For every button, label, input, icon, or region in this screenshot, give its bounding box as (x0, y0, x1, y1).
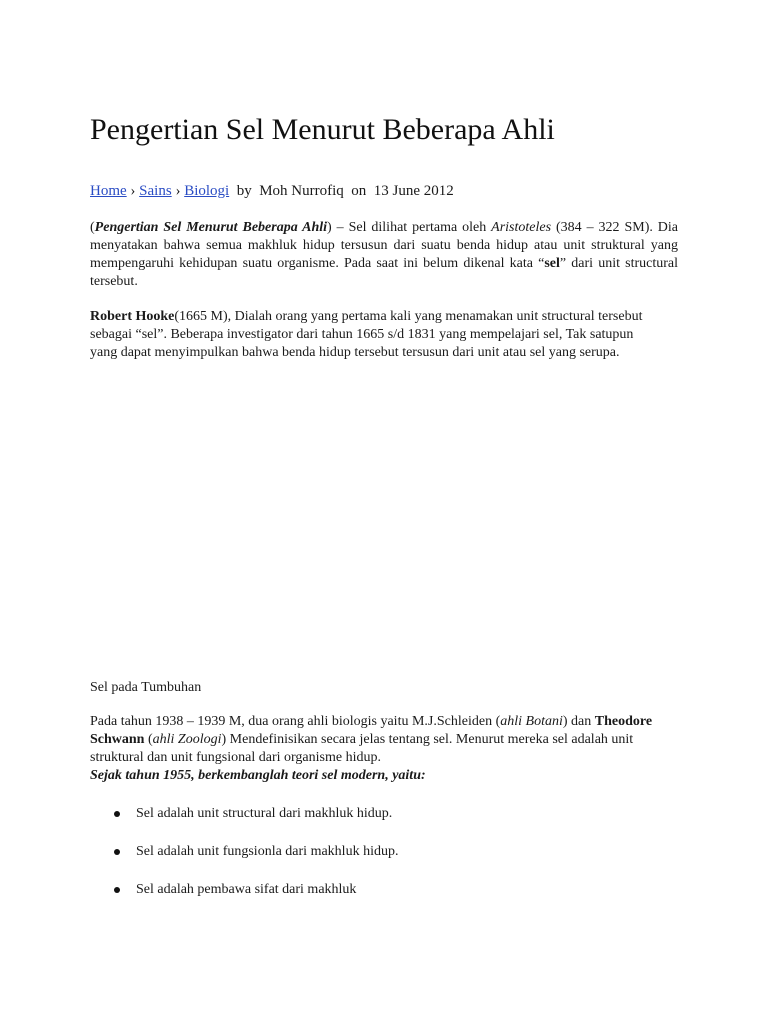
bullet-icon (114, 849, 120, 855)
byline-on: on (351, 183, 367, 199)
byline-author: Moh Nurrofiq (259, 183, 344, 199)
paragraph-intro (90, 219, 678, 291)
paragraph-text: ( (90, 220, 95, 235)
paragraph-text: ) – Sel dilihat pertama oleh (327, 220, 492, 235)
paragraph-schleiden-schwann (90, 713, 680, 767)
list-item-text: Sel adalah pembawa sifat dari makhluk (136, 882, 357, 897)
breadcrumb-separator: › (126, 183, 140, 199)
breadcrumb-separator: › (171, 183, 185, 199)
list-item (90, 804, 398, 842)
italic-title: Pengertian Sel Menurut Beberapa Ahli (94, 220, 328, 235)
byline-by: by (236, 183, 252, 199)
paragraph-text: ( (144, 732, 153, 747)
article-meta (90, 181, 454, 201)
paragraph-text: ) dan (562, 714, 595, 729)
bullet-icon (114, 887, 120, 893)
list-item-text: Sel adalah unit structural dari makhluk hidup. (136, 806, 393, 821)
italic-zoologi: ahli Zoologi (152, 732, 222, 747)
paragraph-text: (384 – 322 SM). Dia menyatakan bahwa semua makhluk hidup tersusun dari suatu benda hidup atau unit struktural yang mempengaruhi kehidupan suatu organisme. Pada saat ini belum dikenal kata “ (90, 220, 679, 271)
list-item-text: Sel adalah unit fungsionla dari makhluk hidup. (136, 844, 399, 859)
bold-robert-hooke: Robert Hooke (90, 309, 175, 324)
bullet-icon (114, 811, 120, 817)
italic-botani: ahli Botani (500, 714, 563, 729)
breadcrumb-home-link[interactable]: Home (90, 183, 127, 199)
section-heading-tumbuhan: Sel pada Tumbuhan (90, 680, 202, 695)
paragraph-text: (1665 M), Dialah orang yang pertama kali yang menamakan unit structural tersebut sebagai “sel”. Beberapa investigator dari tahun 1665 s/d 1831 yang mempelajari sel, Tak satupun yang dapat menyimpulkan bahwa benda hidup tersebut tersusun dari unit atau sel yang serupa. (90, 309, 643, 360)
breadcrumb (90, 183, 233, 199)
modern-theory-heading (90, 767, 678, 785)
byline-date: 13 June 2012 (373, 183, 454, 199)
bold-sel: sel (544, 256, 560, 271)
paragraph-text: ) Mendefinisikan secara jelas tentang sel. Menurut mereka sel adalah unit struktural dan unit fungsional dari organisme hidup. (90, 732, 634, 765)
page-title: Pengertian Sel Menurut Beberapa Ahli (90, 113, 555, 146)
paragraph-text: Pada tahun 1938 – 1939 M, dua orang ahli biologis yaitu M.J.Schleiden ( (90, 714, 501, 729)
italic-aristoteles: Aristoteles (491, 220, 552, 235)
paragraph-text: ” dari unit structural tersebut. (90, 256, 678, 289)
theory-list (90, 804, 398, 918)
list-item (90, 842, 398, 880)
list-item (90, 880, 398, 918)
breadcrumb-biologi-link[interactable]: Biologi (184, 183, 230, 199)
breadcrumb-sains-link[interactable]: Sains (139, 183, 172, 199)
paragraph-robert-hooke (90, 308, 650, 362)
bold-italic-heading: Sejak tahun 1955, berkembanglah teori sel modern, yaitu: (90, 768, 426, 783)
bold-schwann: Theodore Schwann (90, 714, 653, 747)
